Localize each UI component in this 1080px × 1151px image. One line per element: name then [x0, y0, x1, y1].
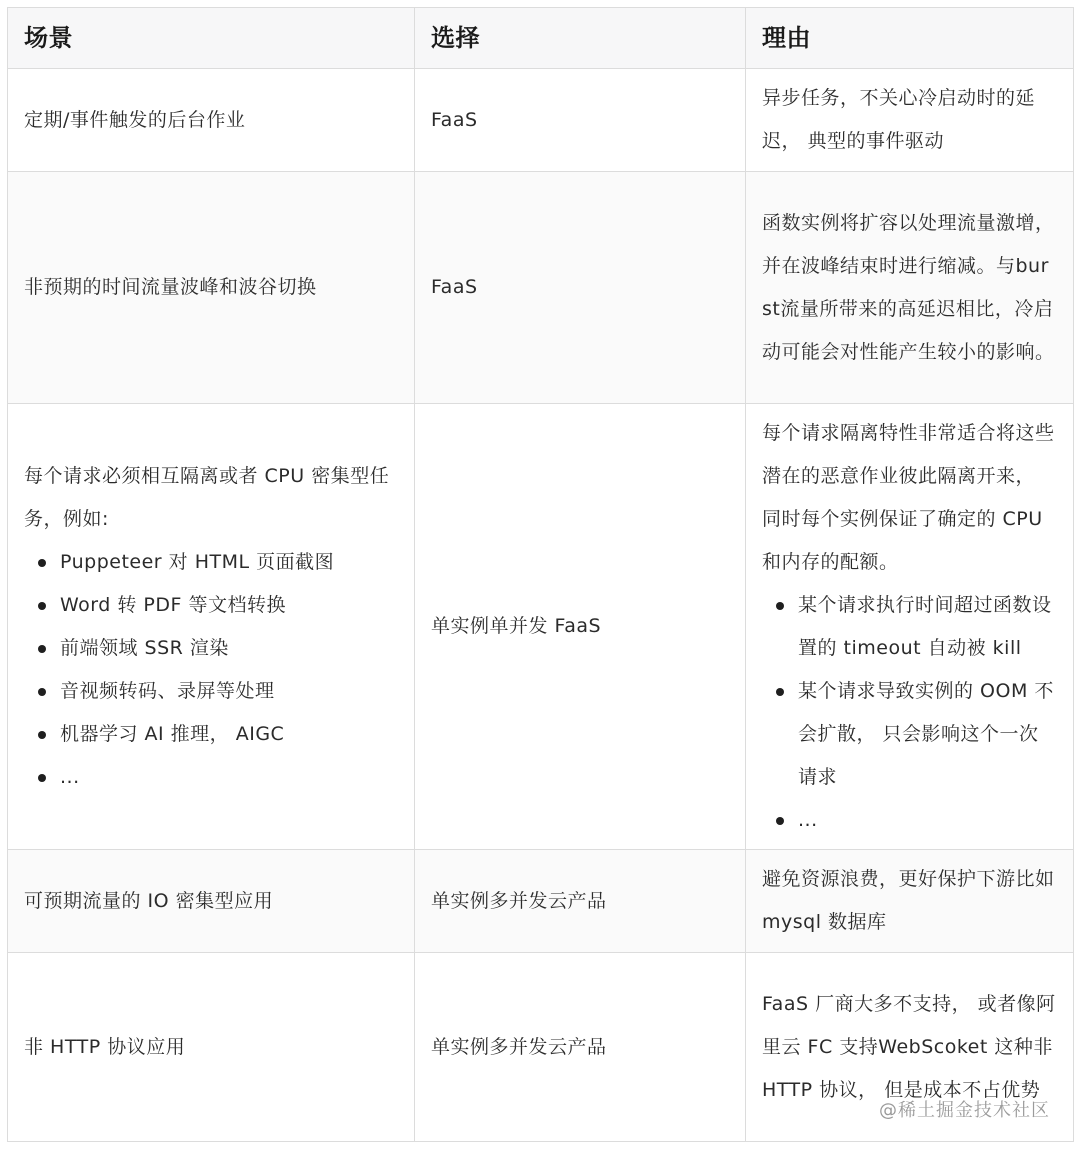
reason-cell: 避免资源浪费，更好保护下游比如 mysql 数据库	[746, 850, 1074, 953]
choice-cell: 单实例单并发 FaaS	[415, 404, 746, 850]
list-item: Puppeteer 对 HTML 页面截图	[60, 541, 398, 584]
reason-bullet-list	[762, 584, 1057, 842]
scene-bullet-list	[24, 541, 398, 799]
table-row	[8, 850, 1074, 953]
list-item: 某个请求导致实例的 OOM 不会扩散， 只会影响这个一次请求	[798, 670, 1057, 799]
list-item: Word 转 PDF 等文档转换	[60, 584, 398, 627]
list-item: ...	[798, 799, 1057, 842]
scene-cell	[8, 404, 415, 850]
header-scene: 场景	[8, 8, 415, 69]
table-header-row	[8, 8, 1074, 69]
reason-cell	[746, 404, 1074, 850]
choice-cell: FaaS	[415, 172, 746, 404]
reason-text: 每个请求隔离特性非常适合将这些潜在的恶意作业彼此隔离开来， 同时每个实例保证了确定的 CPU 和内存的配额。	[762, 421, 1055, 573]
header-choice: 选择	[415, 8, 746, 69]
list-item: 音视频转码、录屏等处理	[60, 670, 398, 713]
watermark: @稀土掘金技术社区	[879, 1100, 1050, 1121]
comparison-table	[7, 7, 1074, 1142]
reason-cell: 函数实例将扩容以处理流量激增，并在波峰结束时进行缩减。与burst流量所带来的高延迟相比，冷启动可能会对性能产生较小的影响。	[746, 172, 1074, 404]
list-item: 某个请求执行时间超过函数设置的 timeout 自动被 kill	[798, 584, 1057, 670]
table-row	[8, 69, 1074, 172]
scene-text: 每个请求必须相互隔离或者 CPU 密集型任务，例如:	[24, 464, 390, 530]
table-row	[8, 172, 1074, 404]
reason-cell: 异步任务，不关心冷启动时的延迟， 典型的事件驱动	[746, 69, 1074, 172]
choice-cell: 单实例多并发云产品	[415, 953, 746, 1142]
reason-cell: FaaS 厂商大多不支持， 或者像阿里云 FC 支持WebScoket 这种非 HTTP 协议， 但是成本不占优势	[746, 953, 1074, 1142]
scene-cell: 非 HTTP 协议应用	[8, 953, 415, 1142]
list-item: ...	[60, 756, 398, 799]
list-item: 机器学习 AI 推理， AIGC	[60, 713, 398, 756]
scene-cell: 可预期流量的 IO 密集型应用	[8, 850, 415, 953]
list-item: 前端领域 SSR 渲染	[60, 627, 398, 670]
choice-cell: FaaS	[415, 69, 746, 172]
header-reason: 理由	[746, 8, 1074, 69]
scene-cell: 定期/事件触发的后台作业	[8, 69, 415, 172]
scene-cell: 非预期的时间流量波峰和波谷切换	[8, 172, 415, 404]
choice-cell: 单实例多并发云产品	[415, 850, 746, 953]
table-row	[8, 404, 1074, 850]
